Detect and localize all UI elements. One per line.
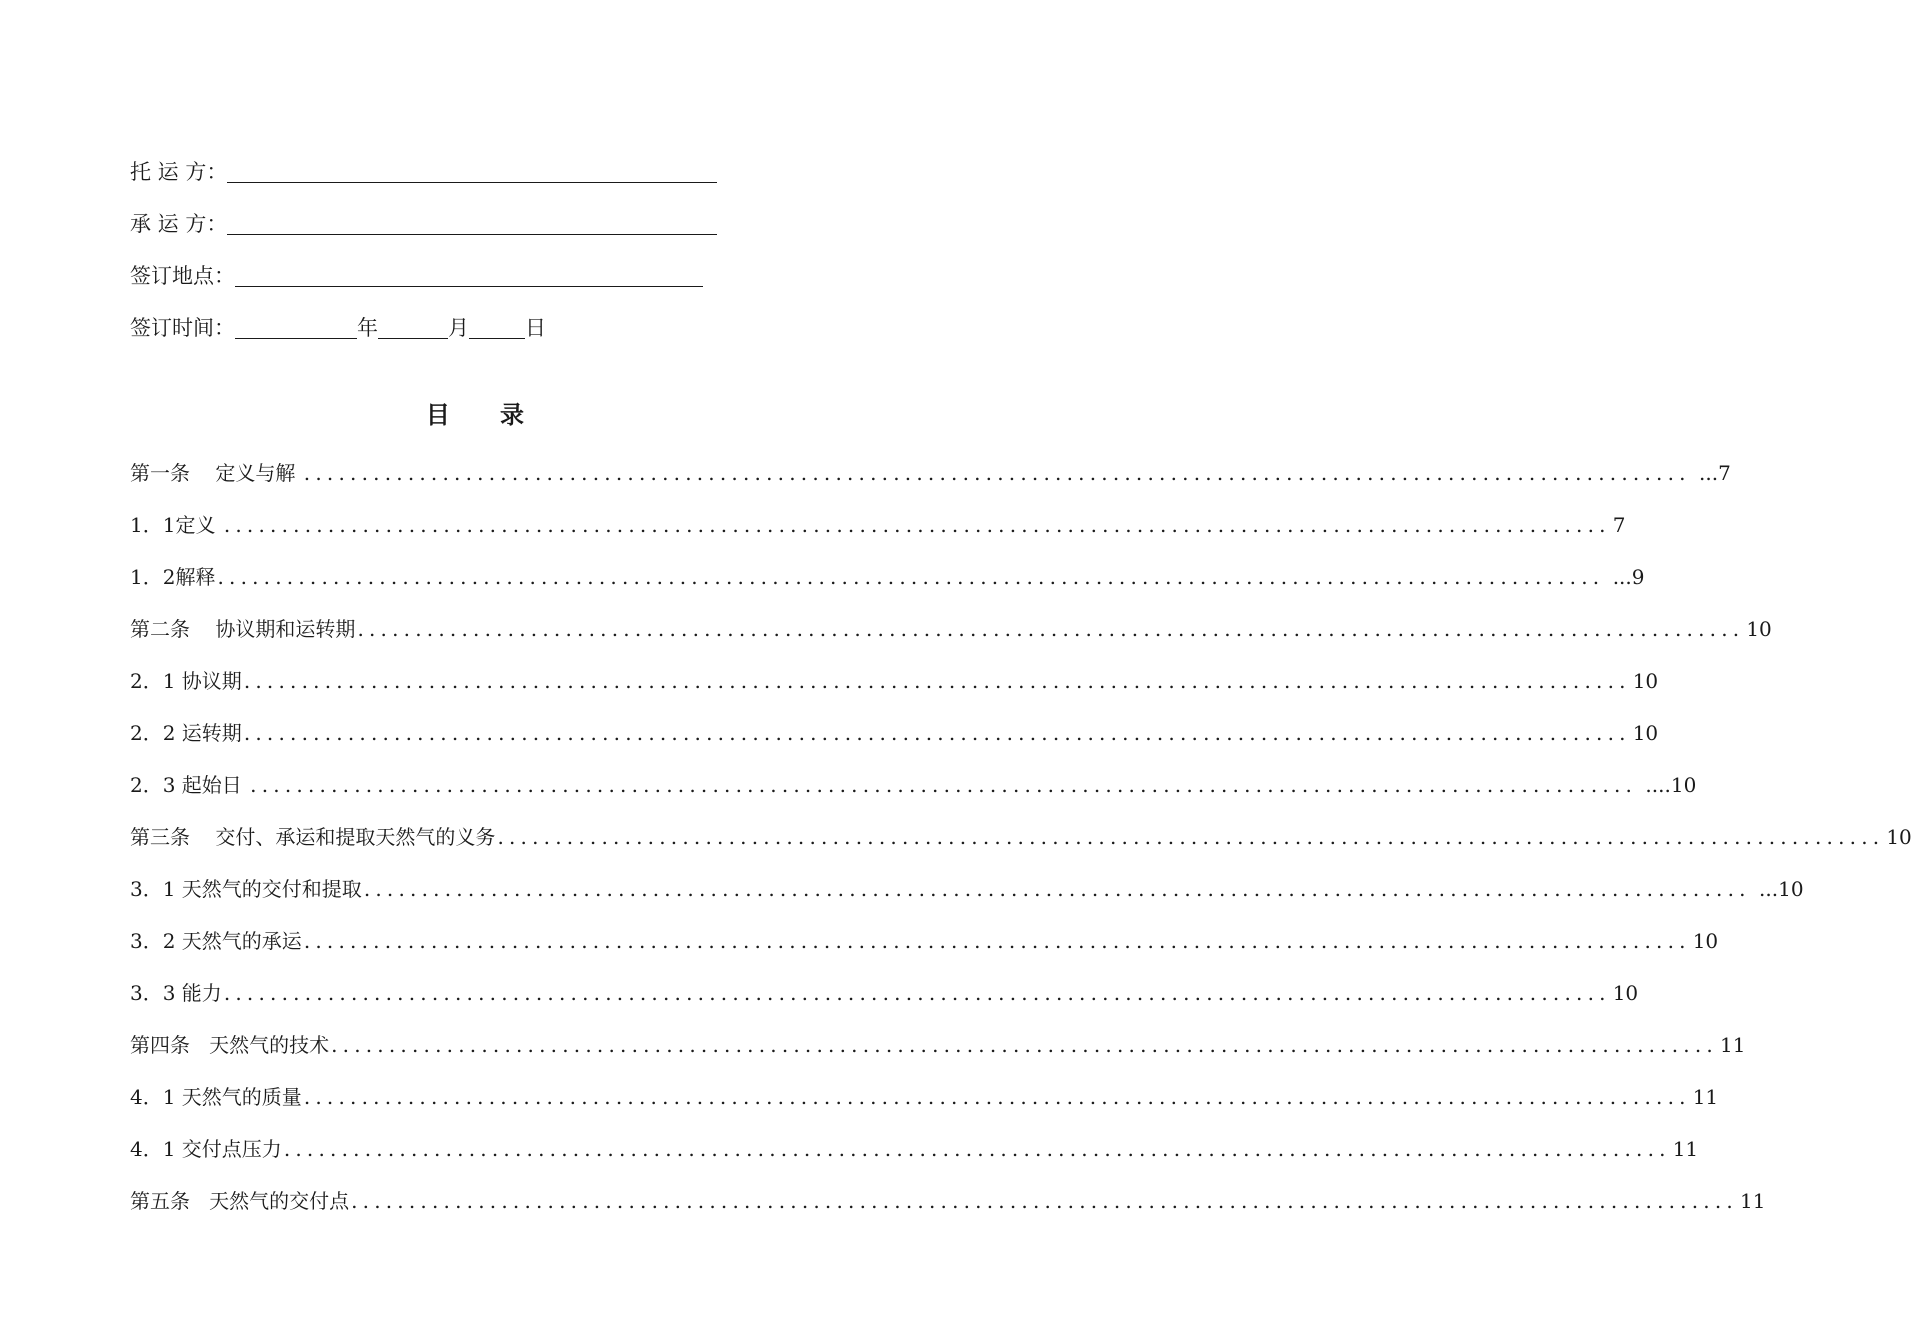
toc-entry-page: ...10 [1752, 877, 1804, 901]
toc-entry [130, 1131, 1699, 1161]
toc-dot-leader: ........................................................................................................................ [497, 825, 1885, 849]
carrier-field [130, 205, 717, 235]
toc-entry [130, 611, 1772, 641]
toc-dot-leader: ........................................................................................................................ [303, 1085, 1691, 1109]
day-label: 日 [525, 316, 546, 340]
toc-entry-page: 7 [1612, 513, 1626, 537]
shipper-blank-line [227, 162, 717, 183]
carrier-blank-line [227, 214, 717, 235]
toc-dot-leader: ........................................................................................................................ [357, 617, 1745, 641]
toc-dot-leader: ........................................................................................................................ [303, 929, 1691, 953]
toc-dot-leader: ........................................................................................................................ [243, 669, 1631, 693]
toc-entry [130, 507, 1626, 537]
month-blank-line [378, 318, 448, 339]
toc-dot-leader: ........................................................................................................................ [283, 1137, 1671, 1161]
toc-entry-page: 11 [1692, 1085, 1719, 1109]
toc-entry-page: 10 [1692, 929, 1719, 953]
toc-entry-label: 第五条 天然气的交付点 [130, 1189, 350, 1213]
toc-entry-label: 3．2 天然气的承运 [130, 929, 302, 953]
place-label: 签订地点： [130, 264, 235, 288]
toc-entry [130, 871, 1804, 901]
toc-entry-page: ...9 [1606, 565, 1645, 589]
place-blank-line [235, 266, 703, 287]
shipper-label: 托 运 方： [130, 160, 228, 184]
toc-dot-leader: ........................................................................................................................ [217, 565, 1605, 589]
toc-entry-label: 3．3 能力 [130, 981, 222, 1005]
toc-entry-label: 2．1 协议期 [130, 669, 242, 693]
place-field [130, 257, 703, 287]
toc-entry [130, 1183, 1766, 1213]
toc-dot-leader: ........................................................................................................................ [250, 773, 1638, 797]
toc-entry-label: 2．2 运转期 [130, 721, 242, 745]
toc-entry-page: 11 [1672, 1137, 1699, 1161]
toc-entry-page: 10 [1746, 617, 1772, 641]
toc-title: 目 录 [425, 401, 525, 429]
toc-entry-page: ....10 [1639, 773, 1697, 797]
toc-entry-label: 第二条 协议期和运转期 [130, 617, 356, 641]
toc-dot-leader: ........................................................................................................................ [303, 461, 1691, 485]
toc-entry-label: 3．1 天然气的交付和提取 [130, 877, 362, 901]
toc-entry-page: 11 [1739, 1189, 1766, 1213]
toc-entry-label: 第一条 定义与解 [130, 461, 302, 485]
day-blank-line [469, 318, 525, 339]
toc-dot-leader: ........................................................................................................................ [223, 981, 1611, 1005]
toc-entry-page: 10 [1632, 669, 1659, 693]
toc-entry-page: 10 [1612, 981, 1639, 1005]
toc-entry-label: 1．1定义 [130, 513, 222, 537]
toc-entry [130, 975, 1639, 1005]
toc-entry-label: 1．2解释 [130, 565, 216, 589]
toc-dot-leader: ........................................................................................................................ [331, 1033, 1718, 1057]
time-field [130, 309, 546, 339]
toc-dot-leader: ........................................................................................................................ [351, 1189, 1738, 1213]
toc-entry [130, 559, 1645, 589]
year-blank-line [235, 318, 357, 339]
toc-entry [130, 715, 1659, 745]
toc-entry [130, 1079, 1719, 1109]
toc-dot-leader: ........................................................................................................................ [223, 513, 1611, 537]
toc-entry-label: 4．1 交付点压力 [130, 1137, 282, 1161]
shipper-field [130, 153, 717, 183]
time-label: 签订时间： [130, 316, 235, 340]
toc-entry [130, 1027, 1746, 1057]
toc-entry [130, 923, 1719, 953]
toc-entry-page: 11 [1719, 1033, 1746, 1057]
toc-dot-leader: ........................................................................................................................ [363, 877, 1751, 901]
toc-entry-page: 10 [1886, 825, 1912, 849]
toc-entry-page: 10 [1632, 721, 1659, 745]
toc-entry [130, 663, 1659, 693]
toc-entry [130, 819, 1912, 849]
toc-entry-page: ...7 [1692, 461, 1731, 485]
month-label: 月 [448, 316, 469, 340]
carrier-label: 承 运 方： [130, 212, 228, 236]
toc-entry [130, 767, 1697, 797]
toc-dot-leader: ........................................................................................................................ [243, 721, 1631, 745]
toc-entry-label: 4．1 天然气的质量 [130, 1085, 302, 1109]
toc-entry-label: 第四条 天然气的技术 [130, 1033, 330, 1057]
toc-entry-label: 第三条 交付、承运和提取天然气的义务 [130, 825, 496, 849]
year-label: 年 [357, 316, 378, 340]
toc-entry-label: 2．3 起始日 [130, 773, 249, 797]
toc-entry [130, 455, 1731, 485]
